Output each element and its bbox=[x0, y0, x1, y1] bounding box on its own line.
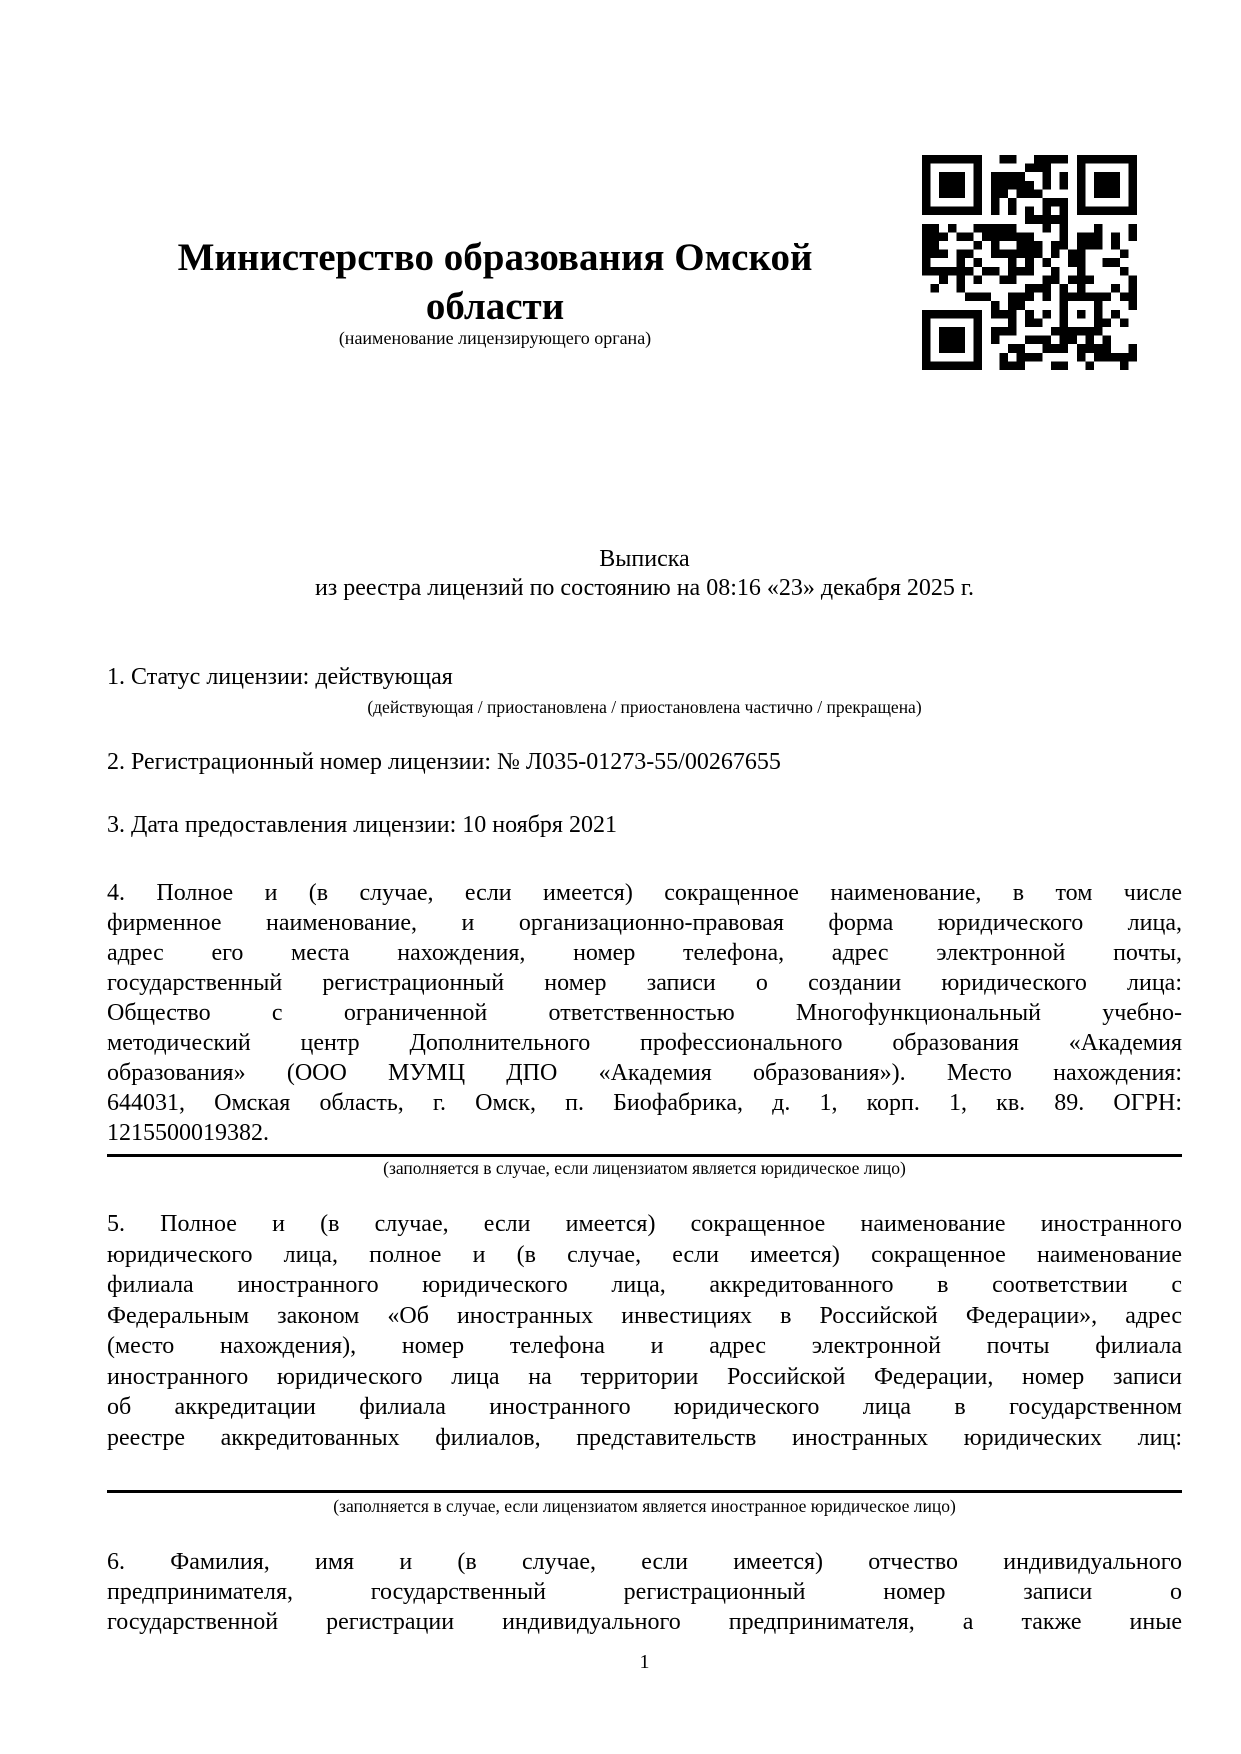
paragraph-line: Общество с ограниченной ответственностью Многофункциональный учебно- bbox=[107, 1000, 1182, 1026]
horizontal-rule bbox=[107, 1490, 1182, 1493]
heading-line-1: Выписка bbox=[599, 546, 690, 572]
header bbox=[107, 0, 883, 349]
paragraph-line: Федеральным законом «Об иностранных инвестициях в Российской Федерации», адрес bbox=[107, 1302, 1182, 1329]
individual-entrepreneur-paragraph bbox=[107, 1547, 1182, 1637]
qr-code bbox=[922, 155, 1137, 370]
paragraph-line: государственной регистрации индивидуального предпринимателя, а также иные bbox=[107, 1609, 1182, 1635]
paragraph-line: (место нахождения), номер телефона и адрес электронной почты филиала bbox=[107, 1333, 1182, 1359]
licensing-authority-note: (наименование лицензирующего органа) bbox=[338, 328, 652, 348]
paragraph-line: фирменное наименование, и организационно-правовая форма юридического лица, bbox=[107, 910, 1182, 936]
license-status-note: (действующая / приостановлена / приостановлена частично / прекращена) bbox=[367, 697, 922, 717]
paragraph-line: образования» (ООО МУМЦ ДПО «Академия образования»). Место нахождения: bbox=[107, 1060, 1182, 1086]
licensing-authority-title bbox=[107, 233, 883, 331]
paragraph-line: иностранного юридического лица на территории Российской Федерации, номер записи bbox=[107, 1363, 1182, 1390]
paragraph-line: юридического лица, полное и (в случае, если имеется) сокращенное наименование bbox=[107, 1241, 1182, 1268]
license-grant-date-line: 3. Дата предоставления лицензии: 10 ноября 2021 bbox=[107, 812, 617, 838]
title-line-1: Министерство образования Омской bbox=[177, 236, 813, 279]
paragraph-line: 1215500019382. bbox=[107, 1120, 269, 1146]
paragraph-line: адрес его места нахождения, номер телефона, адрес электронной почты, bbox=[107, 940, 1182, 966]
paragraph-line: методический центр Дополнительного профессионального образования «Академия bbox=[107, 1030, 1182, 1056]
paragraph-line: реестре аккредитованных филиалов, представительств иностранных юридических лиц: bbox=[107, 1424, 1182, 1451]
paragraph-line: 4. Полное и (в случае, если имеется) сокращенное наименование, в том числе bbox=[107, 880, 1182, 906]
paragraph-line: предпринимателя, государственный регистрационный номер записи о bbox=[107, 1579, 1182, 1605]
document-heading bbox=[107, 545, 1182, 603]
foreign-legal-entity-paragraph bbox=[107, 1209, 1182, 1453]
horizontal-rule bbox=[107, 1154, 1182, 1157]
paragraph-line: 6. Фамилия, имя и (в случае, если имеется) отчество индивидуального bbox=[107, 1549, 1182, 1575]
paragraph-line: 5. Полное и (в случае, если имеется) сокращенное наименование иностранного bbox=[107, 1211, 1182, 1237]
paragraph-line: об аккредитации филиала иностранного юридического лица в государственном bbox=[107, 1394, 1182, 1420]
qr-code-svg bbox=[922, 155, 1137, 370]
heading-line-2: из реестра лицензий по состоянию на 08:16 «23» декабря 2025 г. bbox=[314, 575, 975, 601]
license-registration-number-line: 2. Регистрационный номер лицензии: № Л035-01273-55/00267655 bbox=[107, 749, 781, 775]
paragraph-line: 644031, Омская область, г. Омск, п. Биофабрика, д. 1, корп. 1, кв. 89. ОГРН: bbox=[107, 1090, 1182, 1116]
licensee-legal-entity-paragraph bbox=[107, 878, 1182, 1148]
paragraph-line: государственный регистрационный номер записи о создании юридического лица: bbox=[107, 970, 1182, 996]
title-line-2: области bbox=[425, 285, 565, 328]
paragraph-line: филиала иностранного юридического лица, аккредитованного в соответствии с bbox=[107, 1272, 1182, 1298]
foreign-legal-entity-note: (заполняется в случае, если лицензиатом является иностранное юридическое лицо) bbox=[333, 1496, 956, 1516]
legal-entity-note: (заполняется в случае, если лицензиатом является юридическое лицо) bbox=[383, 1158, 906, 1178]
license-status-line: 1. Статус лицензии: действующая bbox=[107, 664, 453, 690]
page-number: 1 bbox=[639, 1651, 650, 1673]
